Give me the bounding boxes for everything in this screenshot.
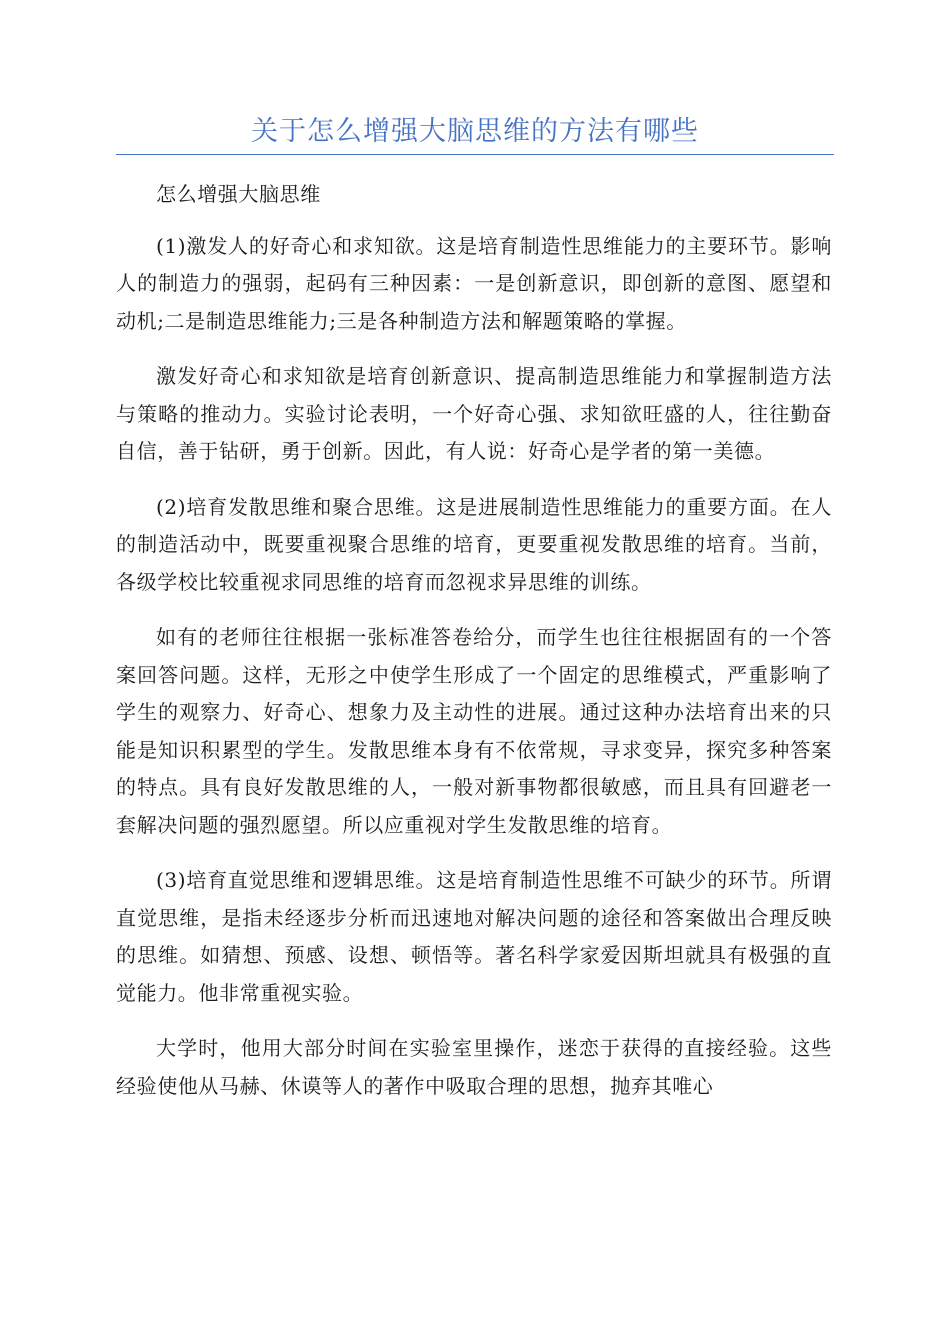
paragraph: 如有的老师往往根据一张标准答卷给分，而学生也往往根据固有的一个答案回答问题。这样，无形之中使学生形成了一个固定的思维模式，严重影响了学生的观察力、好奇心、想象力及主动性的进展。通过这种办法培育出来的只能是知识积累型的学生。发散思维本身有不依常规，寻求变异，探究多种答案的特点。具有良好发散思维的人，一般对新事物都很敏感，而且具有回避老一套解决问题的强烈愿望。所以应重视对学生发散思维的培育。	[116, 625, 832, 837]
section-heading: 怎么增强大脑思维	[156, 182, 321, 206]
paragraph: 大学时，他用大部分时间在实验室里操作，迷恋于获得的直接经验。这些经验使他从马赫、休谟等人的著作中吸取合理的思想，抛弃其唯心	[116, 1036, 832, 1098]
paragraph: (1)激发人的好奇心和求知欲。这是培育制造性思维能力的主要环节。影响人的制造力的强弱，起码有三种因素：一是创新意识，即创新的意图、愿望和动机;二是制造思维能力;三是各种制造方法和解题策略的掌握。	[116, 233, 832, 333]
paragraph: (3)培育直觉思维和逻辑思维。这是培育制造性思维不可缺少的环节。所谓直觉思维，是指未经逐步分析而迅速地对解决问题的途径和答案做出合理反映的思维。如猜想、预感、设想、顿悟等。著名科学家爱因斯坦就具有极强的直觉能力。他非常重视实验。	[116, 868, 832, 1005]
document-title: 关于怎么增强大脑思维的方法有哪些	[251, 116, 699, 147]
paragraph: (2)培育发散思维和聚合思维。这是进展制造性思维能力的重要方面。在人的制造活动中，既要重视聚合思维的培育，更要重视发散思维的培育。当前，各级学校比较重视求同思维的培育而忽视求异思维的训练。	[116, 494, 832, 594]
paragraph: 激发好奇心和求知欲是培育创新意识、提高制造思维能力和掌握制造方法与策略的推动力。实验讨论表明，一个好奇心强、求知欲旺盛的人，往往勤奋自信，善于钻研，勇于创新。因此，有人说：好奇心是学者的第一美德。	[116, 364, 832, 463]
title-underline	[116, 154, 834, 155]
document-body	[116, 176, 832, 1123]
